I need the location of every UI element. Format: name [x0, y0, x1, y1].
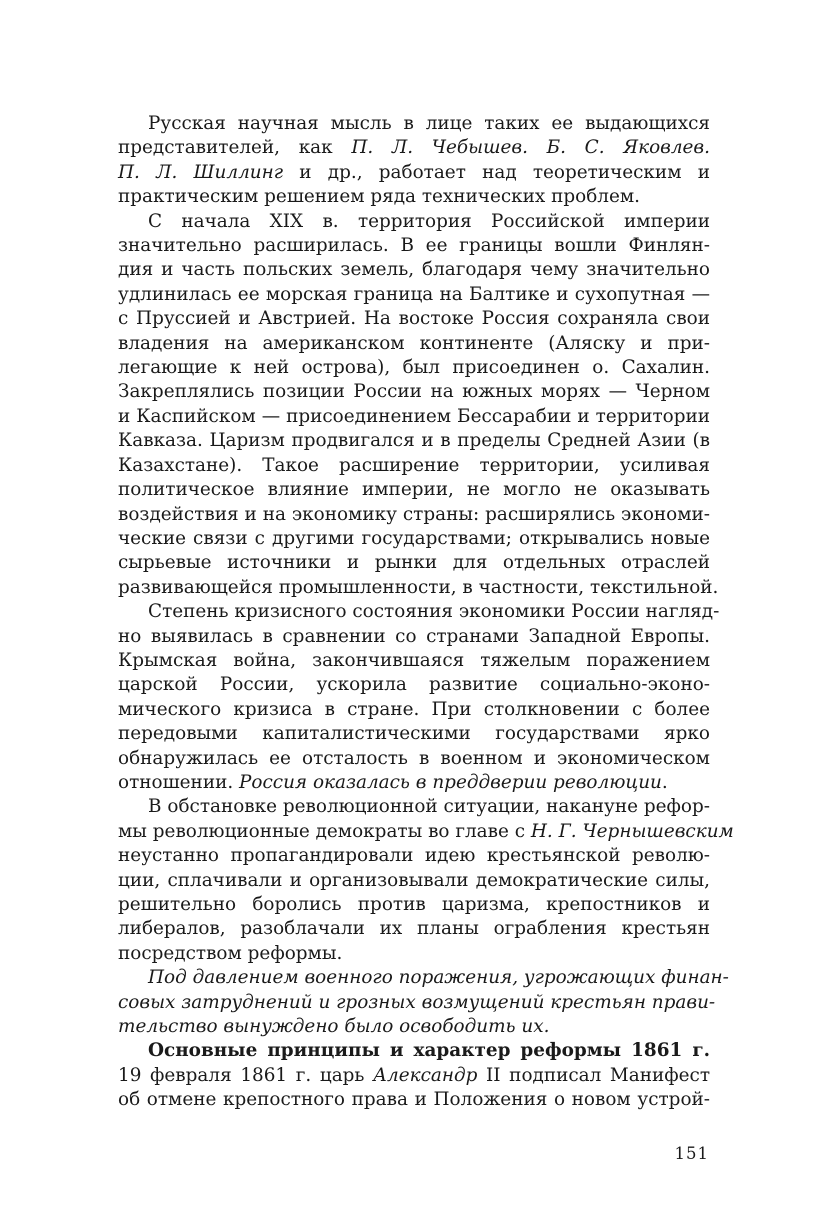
- text-line: [118, 966, 729, 990]
- text-line: [118, 161, 710, 185]
- text-segment: дия и часть польских земель, благодаря чему значительно: [118, 259, 710, 281]
- text-line: [118, 893, 710, 917]
- text-segment: 19 февраля 1861 г. царь: [118, 1064, 374, 1086]
- italic-text: тельство вынуждено было освободить их.: [118, 1016, 550, 1038]
- text-segment: политическое влияние империи, не могло не оказывать: [118, 479, 710, 501]
- page-number: 151: [674, 1144, 709, 1163]
- text-line: [118, 258, 710, 282]
- text-segment: с Пруссией и Австрией. На востоке Россия сохраняла свои: [118, 308, 710, 330]
- text-segment: Кавказа. Царизм продвигался и в пределы Средней Азии (в: [118, 430, 710, 452]
- text-segment: ческие связи с другими государствами; открывались новые: [118, 527, 710, 549]
- text-segment: II подписал Манифест: [477, 1064, 710, 1086]
- text-line: [118, 673, 710, 697]
- text-line: [118, 185, 710, 209]
- text-segment: решительно боролись против царизма, крепостников и: [118, 894, 710, 915]
- text-line: [118, 332, 710, 356]
- text-segment: передовыми капиталистическими государствами ярко: [118, 723, 710, 745]
- text-line: [118, 380, 710, 404]
- text-segment: ции, сплачивали и организовывали демократические силы,: [118, 869, 710, 891]
- text-line: [118, 478, 710, 502]
- text-segment: мического кризиса в стране. При столкновении с более: [118, 698, 710, 720]
- text-line: [118, 771, 710, 795]
- text-segment: развивающейся промышленности, в частности, текстильной.: [118, 576, 719, 598]
- italic-text: Александр: [373, 1064, 478, 1086]
- italic-text: Россия оказалась в преддверии революции: [239, 771, 662, 793]
- text-segment: об отмене крепостного права и Положения о новом устрой-: [118, 1089, 710, 1111]
- text-segment: .: [661, 771, 668, 793]
- text-segment: и Каспийском — присоединением Бессарабии и территории: [118, 405, 710, 427]
- text-segment: но выявилась в сравнении со странами Западной Европы.: [118, 625, 710, 647]
- text-segment: воздействия и на экономику страны: расширялись экономи-: [118, 503, 710, 525]
- text-line: [118, 869, 710, 893]
- text-line: [118, 307, 710, 331]
- text-segment: мы революционные демократы во главе с: [118, 820, 531, 842]
- text-line: [118, 356, 710, 380]
- text-line: [118, 600, 720, 624]
- text-line: [118, 1039, 710, 1063]
- text-line: [118, 649, 710, 673]
- italic-text: совых затруднений и грозных возмущений крестьян прави-: [118, 991, 716, 1013]
- text-segment: представителей, как: [118, 137, 352, 159]
- text-segment: либералов, разоблачали их планы ограбления крестьян: [118, 918, 710, 940]
- text-segment: значительно расширилась. В ее границы вошли Финлян-: [118, 235, 710, 257]
- text-segment: неустанно пропагандировали идею крестьянской револю-: [118, 845, 710, 867]
- body-text: [118, 112, 734, 1113]
- text-segment: владения на американском континенте (Аляску и при-: [118, 332, 710, 354]
- text-segment: отношении.: [118, 771, 240, 793]
- text-segment: посредством реформы.: [118, 942, 343, 964]
- text-segment: Русская научная мысль в лице таких ее выдающихся: [148, 113, 710, 134]
- italic-text: П. Л. Чебышев. Б. С. Яковлев.: [351, 137, 710, 159]
- text-segment: В обстановке революционной ситуации, накануне рефор-: [148, 796, 710, 818]
- text-line: [118, 1088, 710, 1112]
- text-segment: Степень кризисного состояния экономики России нагляд-: [148, 601, 720, 623]
- text-segment: сырьевые источники и рынки для отдельных отраслей: [118, 552, 710, 574]
- text-segment: обнаружилась ее отсталость в военном и экономическом: [118, 747, 710, 769]
- italic-text: Н. Г. Чернышевским: [530, 820, 734, 842]
- text-line: [118, 1064, 710, 1088]
- text-line: [118, 917, 710, 941]
- text-line: [118, 429, 710, 453]
- text-segment: практическим решением ряда технических проблем.: [118, 186, 641, 208]
- text-line: [118, 576, 719, 600]
- text-line: [118, 527, 710, 551]
- text-line: [118, 942, 710, 966]
- text-line: [118, 283, 710, 307]
- text-line: [118, 820, 734, 844]
- italic-text: Под давлением военного поражения, угрожающих финан-: [148, 967, 729, 989]
- text-line: [118, 795, 710, 819]
- text-line: [118, 844, 710, 868]
- text-line: [118, 112, 710, 136]
- bold-heading-text: Основные принципы и характер реформы 1861 г.: [148, 1040, 710, 1062]
- text-segment: Казахстане). Такое расширение территории, усиливая: [118, 454, 710, 476]
- text-line: [118, 551, 710, 575]
- text-line: [118, 503, 710, 527]
- text-segment: Крымская война, закончившаяся тяжелым поражением: [118, 649, 710, 671]
- text-line: [118, 1015, 710, 1039]
- text-line: [118, 234, 710, 258]
- text-segment: С начала XIX в. территория Российской империи: [148, 210, 710, 232]
- text-segment: царской России, ускорила развитие социально-эконо-: [118, 674, 710, 696]
- text-line: [118, 698, 710, 722]
- italic-text: П. Л. Шиллинг: [118, 161, 284, 183]
- text-line: [118, 210, 710, 234]
- text-segment: Закреплялись позиции России на южных морях — Черном: [118, 381, 710, 403]
- text-line: [118, 136, 710, 160]
- text-line: [118, 405, 710, 429]
- text-line: [118, 625, 710, 649]
- text-line: [118, 991, 716, 1015]
- text-line: [118, 722, 710, 746]
- text-segment: и др., работает над теоретическим и: [283, 161, 710, 183]
- text-segment: удлинилась ее морская граница на Балтике и сухопутная —: [118, 283, 710, 305]
- text-segment: легающие к ней острова), был присоединен о. Сахалин.: [118, 357, 710, 379]
- text-line: [118, 747, 710, 771]
- text-line: [118, 454, 710, 478]
